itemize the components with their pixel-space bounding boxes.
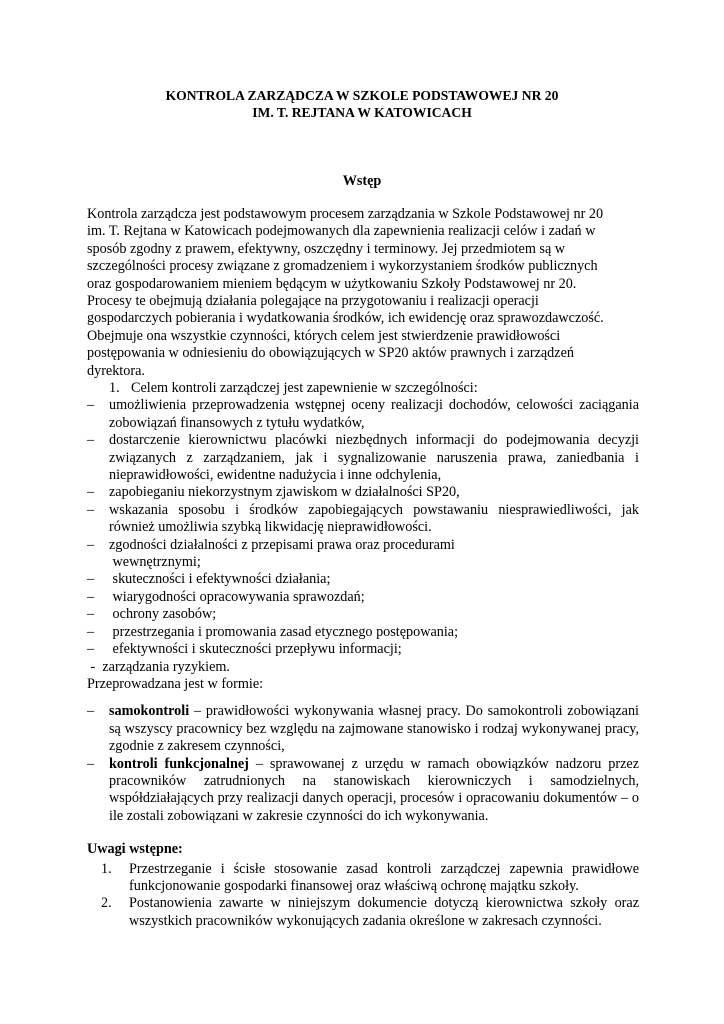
list-item bbox=[87, 537, 639, 554]
dash-bullet: – bbox=[87, 432, 95, 449]
list-item-text: przestrzegania i promowania zasad etycznego postępowania; bbox=[109, 623, 459, 640]
list-item bbox=[87, 606, 639, 623]
dash-bullet: – bbox=[87, 484, 95, 501]
intro-line: Obejmuje ona wszystkie czynności, których celem jest stwierdzenie prawidłowości bbox=[87, 327, 561, 344]
list-item-text: zapobieganiu niekorzystnym zjawiskom w działalności SP20, bbox=[109, 484, 460, 501]
intro-paragraph bbox=[87, 206, 627, 380]
dash-bullet: – bbox=[87, 501, 95, 518]
list-item-text: zgodności działalności z przepisami prawa oraz procedurami bbox=[109, 536, 455, 553]
list-item-continuation bbox=[87, 554, 639, 571]
document-title-line-1: KONTROLA ZARZĄDCZA W SZKOLE PODSTAWOWEJ NR 20 bbox=[165, 88, 559, 103]
forms-intro: Przeprowadzana jest w formie: bbox=[87, 675, 264, 692]
form-desc: – sprawowanej z urzędu w ramach obowiązków nadzoru przez pracowników zatrudnionych na stanowiskach kierowniczych i samodzielnych, współdziałających przy realizacji danych operacji, procesów i opracowaniu dokumentów – o ile zostali zobowiązani w zakresie czynności do ich wykonywania. bbox=[109, 755, 640, 824]
dash-bullet: – bbox=[87, 397, 95, 414]
dash-bullet: – bbox=[87, 623, 95, 640]
intro-line: szczególności procesy związane z gromadzeniem i wykorzystaniem środków publicznych bbox=[87, 258, 598, 275]
dash-bullet: – bbox=[87, 606, 95, 623]
list-item bbox=[87, 641, 639, 658]
form-item-samokontrola bbox=[87, 703, 639, 755]
section-heading-intro: Wstęp bbox=[342, 173, 382, 189]
remarks-heading: Uwagi wstępne: bbox=[87, 841, 183, 858]
dash-bullet: – bbox=[87, 703, 95, 720]
remark-text: Przestrzeganie i ścisłe stosowanie zasad kontroli zarządczej zapewnia prawidłowe funkcjonowanie gospodarki finansowej oraz właściwą ochronę majątku szkoły. bbox=[129, 860, 639, 894]
remark-text: Postanowienia zawarte w niniejszym dokumencie dotyczą kierownictwa szkoły oraz wszystkich pracowników wykonujących zadania określone w zakresach czynności. bbox=[129, 895, 639, 929]
list-item-text: wewnętrznymi; bbox=[109, 554, 201, 571]
goals-heading-row bbox=[87, 380, 639, 397]
list-item-text: ochrony zasobów; bbox=[109, 606, 217, 623]
form-item-text bbox=[87, 756, 639, 826]
form-desc: – prawidłowości wykonywania własnej pracy. Do samokontroli zobowiązani są wszyscy pracownicy bez względu na zajmowane stanowisko i rodzaj wykonywanej pracy, zgodnie z zakresem czynności, bbox=[109, 703, 639, 755]
list-item-text: dostarczenie kierownictwu placówki niezbędnych informacji do podejmowania decyzji związanych z zarządzaniem, jak i sygnalizowanie naruszenia prawa, zaniedbania i nieprawidłowości, ewidentne nadużycia i inne odchylenia, bbox=[109, 432, 639, 484]
form-item-kontrola-funkcjonalna bbox=[87, 756, 639, 826]
intro-line: Kontrola zarządcza jest podstawowym procesem zarządzania w Szkole Podstawowej nr 20 bbox=[87, 206, 604, 222]
dash-bullet: – bbox=[87, 588, 95, 605]
list-item bbox=[87, 502, 639, 537]
list-item bbox=[87, 432, 639, 484]
intro-line: postępowania w odniesieniu do obowiązujących w SP20 aktów prawnych i zarządzeń bbox=[87, 345, 574, 362]
document-title-line-2: IM. T. REJTANA W KATOWICACH bbox=[252, 105, 472, 120]
remark-item bbox=[87, 895, 639, 930]
dash-bullet: – bbox=[87, 571, 95, 588]
intro-line: sposób zgodny z prawem, efektywny, oszczędny i terminowy. Jej przedmiotem są w bbox=[87, 240, 566, 257]
intro-line: Procesy te obejmują działania polegające na przygotowaniu i realizacji operacji bbox=[87, 293, 539, 310]
dash-bullet: – bbox=[87, 641, 95, 658]
list-item-text: wiarygodności opracowywania sprawozdań; bbox=[109, 588, 365, 605]
goals-number: 1. bbox=[109, 380, 120, 396]
list-item bbox=[87, 624, 639, 641]
form-item-text bbox=[87, 703, 639, 755]
remark-number: 2. bbox=[101, 895, 112, 912]
form-term: samokontroli bbox=[109, 703, 190, 720]
list-item-text: efektywności i skuteczności przepływu informacji; bbox=[109, 641, 402, 658]
list-item bbox=[87, 571, 639, 588]
list-item bbox=[87, 484, 639, 501]
list-item bbox=[87, 589, 639, 606]
form-term: kontroli funkcjonalnej bbox=[109, 755, 249, 772]
intro-line: im. T. Rejtana w Katowicach podejmowanych dla zapewnienia realizacji celów i zadań w bbox=[87, 223, 596, 240]
goals-heading: Celem kontroli zarządczej jest zapewnienie w szczególności: bbox=[131, 380, 478, 396]
dash-bullet: – bbox=[87, 755, 95, 772]
intro-line: dyrektora. bbox=[87, 362, 145, 379]
remark-item bbox=[87, 861, 639, 896]
intro-line: oraz gospodarowaniem mieniem będącym w użytkowaniu Szkoły Podstawowej nr 20. bbox=[87, 275, 577, 292]
remark-number: 1. bbox=[101, 860, 112, 877]
dash-bullet: – bbox=[87, 536, 95, 553]
intro-line: gospodarczych pobierania i wydatkowania środków, ich ewidencję oraz sprawozdawczość. bbox=[87, 310, 604, 327]
goals-list bbox=[87, 380, 639, 930]
last-goal-item: - zarządzania ryzykiem. bbox=[87, 658, 230, 675]
list-item-text: skuteczności i efektywności działania; bbox=[109, 571, 331, 588]
list-item bbox=[87, 397, 639, 432]
list-item-text: wskazania sposobu i środków zapobiegających powstawaniu niesprawiedliwości, jak również umożliwia szybką likwidację nieprawidłowości. bbox=[109, 501, 639, 536]
list-item-text: umożliwienia przeprowadzenia wstępnej oceny realizacji dochodów, celowości zaciągania zobowiązań finansowych z tytułu wydatków, bbox=[109, 397, 639, 431]
